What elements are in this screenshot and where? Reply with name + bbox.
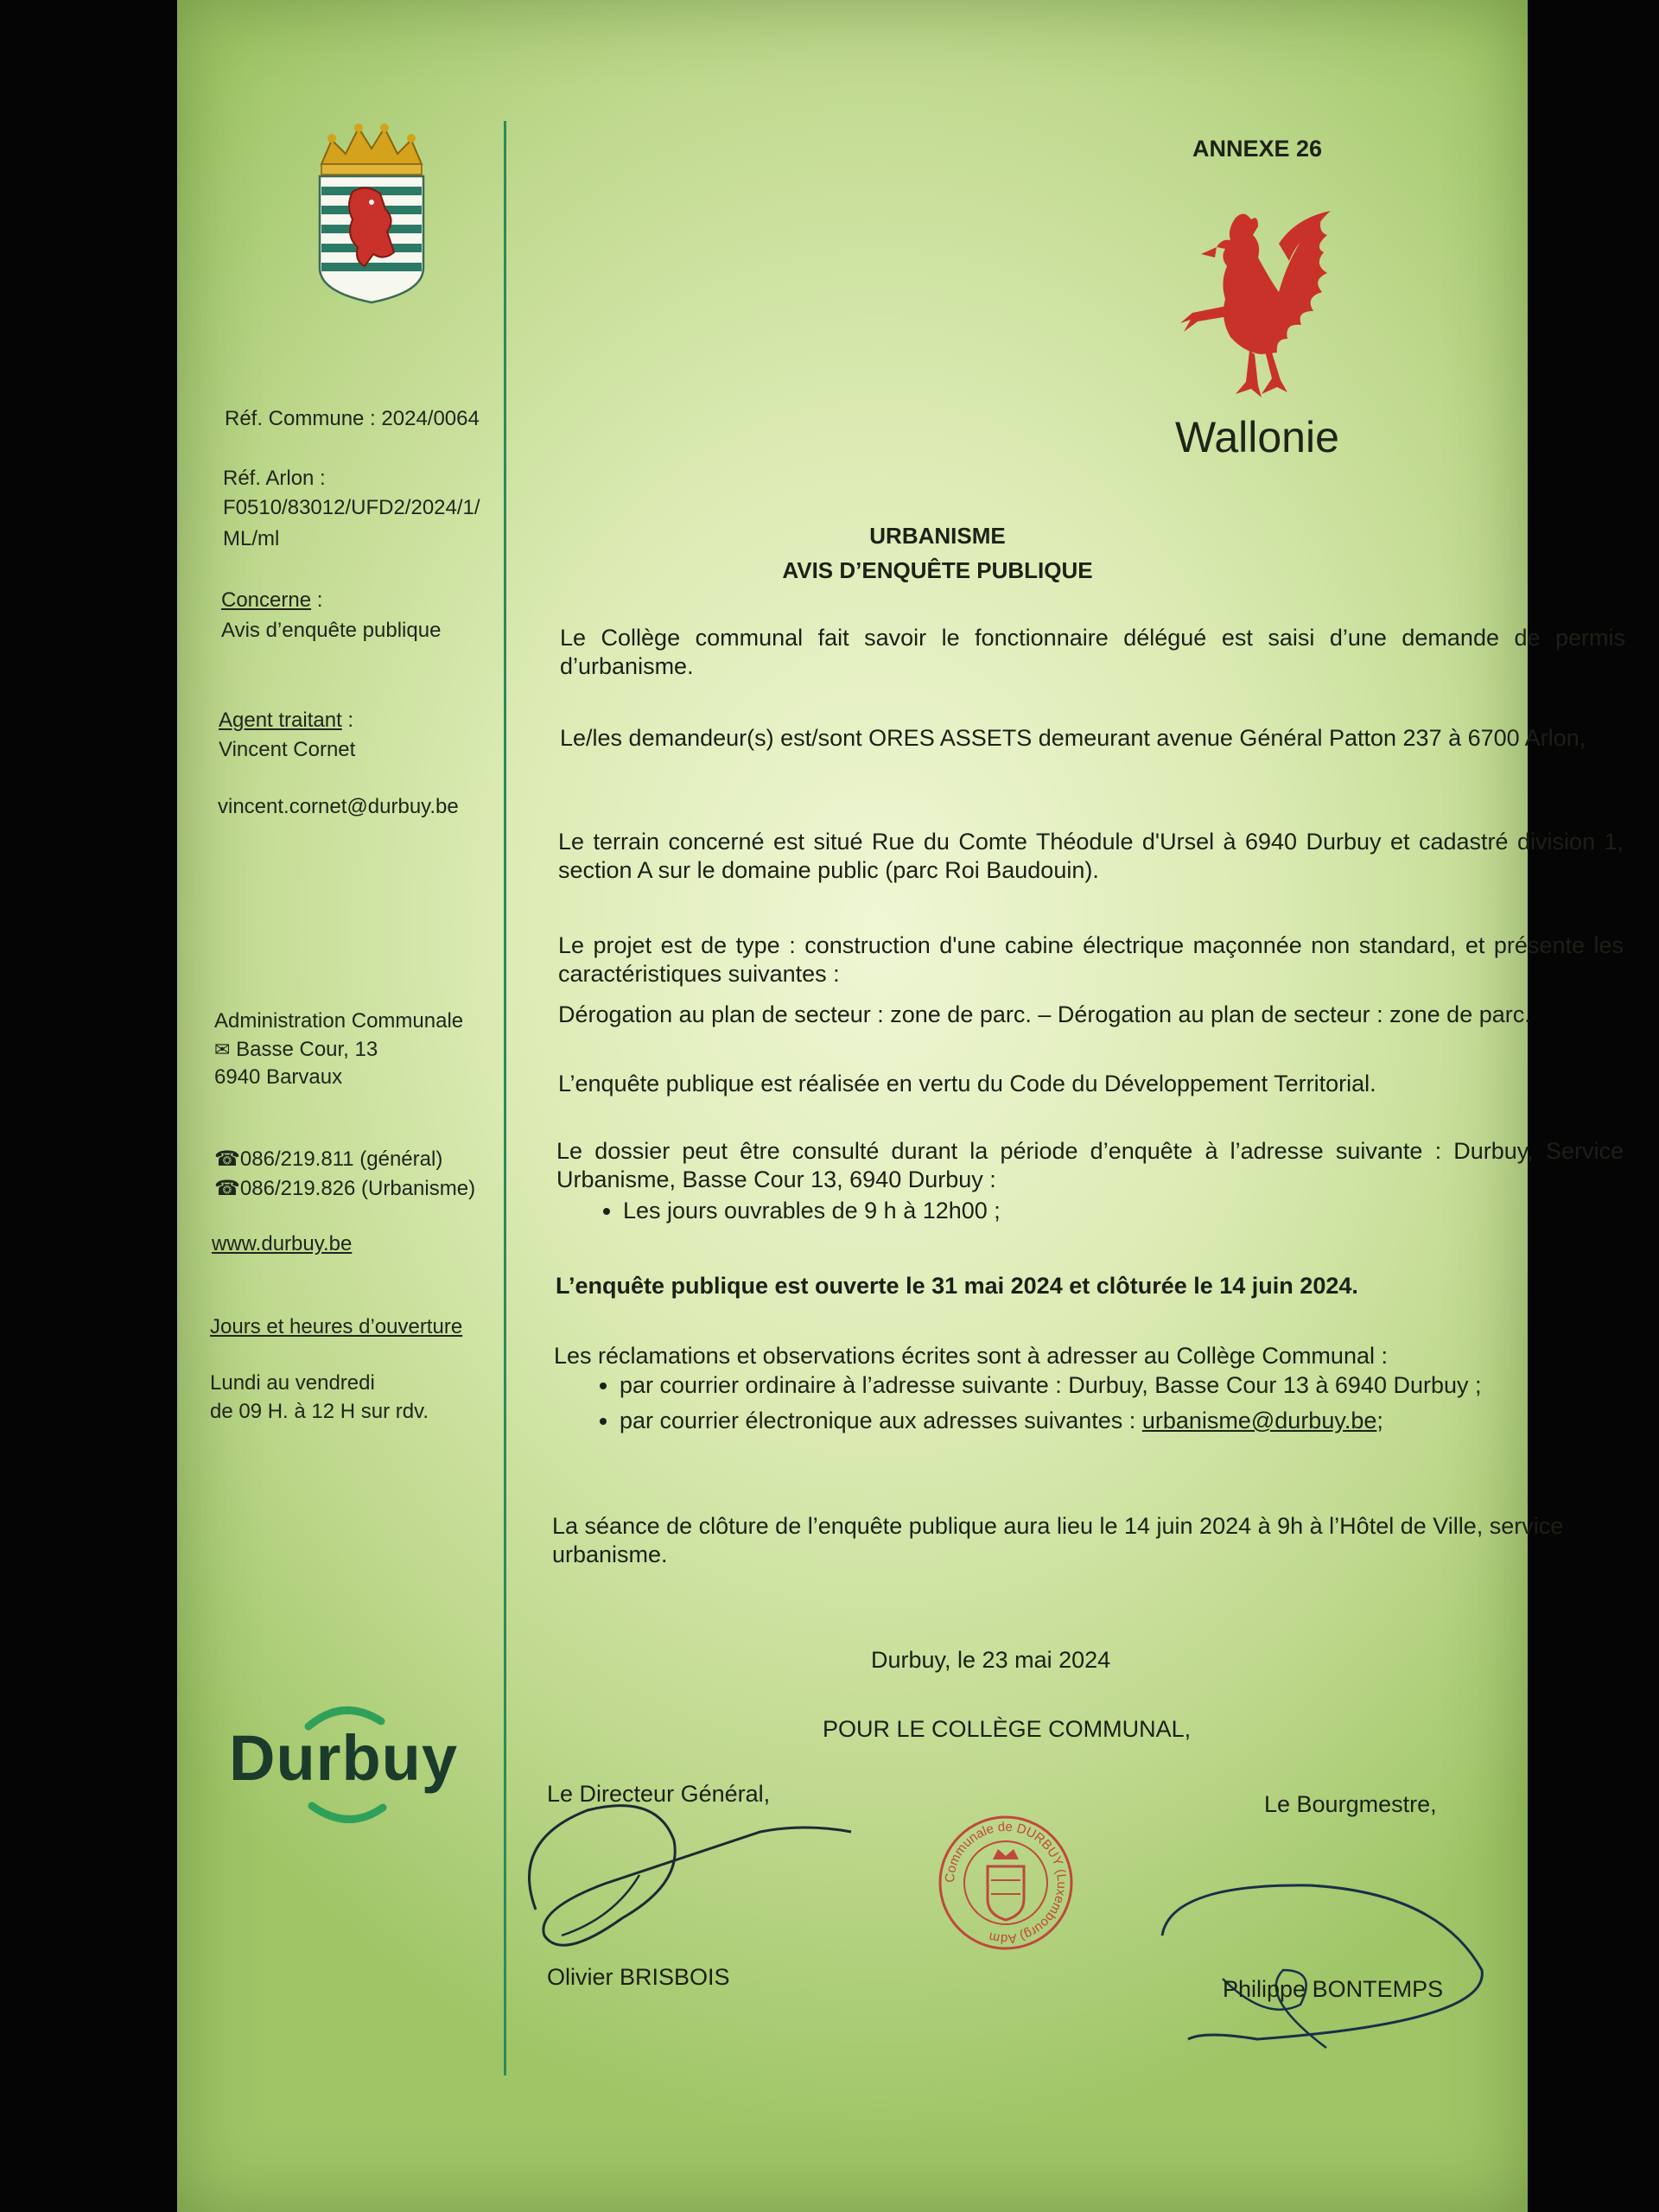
email-suffix: ; — [1376, 1408, 1383, 1433]
consultation-list — [543, 1197, 1659, 1225]
phone-urbanisme[interactable]: 086/219.826 (Urbanisme) — [239, 1177, 476, 1200]
envelope-icon: ✉ — [214, 1039, 231, 1060]
ref-arlon-label: Réf. Arlon : — [223, 467, 326, 490]
hours-days: Lundi au vendredi — [210, 1371, 375, 1395]
paragraph-4: Le projet est de type : construction d'une cabine électrique maçonnée non standard, et présente les caractéristiques suivantes : — [558, 932, 1624, 987]
agent-label: Agent traitant — [219, 709, 342, 732]
list-item: • Les jours ouvrables de 9 h à 12h00 ; — [623, 1197, 1659, 1225]
director-name: Olivier BRISBOIS — [547, 1964, 730, 1990]
website-link[interactable]: www.durbuy.be — [212, 1232, 353, 1255]
agent-colon: : — [341, 709, 354, 732]
title-urbanisme: URBANISME — [869, 523, 1006, 549]
paragraph-9: Les réclamations et observations écrites sont à adresser au Collège Communal : — [554, 1343, 1388, 1369]
municipal-seal-icon — [936, 1813, 1076, 1953]
hours-title: Jours et heures d’ouverture — [210, 1315, 463, 1338]
ref-commune: Réf. Commune : 2024/0064 — [225, 407, 480, 430]
date-line: Durbuy, le 23 mai 2024 — [871, 1647, 1111, 1673]
agent-heading — [219, 706, 353, 735]
phone-icon: ☎ — [214, 1147, 240, 1171]
agent-email-link[interactable]: vincent.cornet@durbuy.be — [218, 795, 459, 818]
paragraph-7: Le dossier peut être consulté durant la période d’enquête à l’adresse suivante : Durbuy, Service Urbanisme, Basse Cour 13, 6940 Durbuy : — [556, 1138, 1624, 1192]
concerne-colon: : — [311, 588, 323, 612]
agent-name: Vincent Cornet — [219, 738, 356, 761]
mayor-title: Le Bourgmestre, — [1264, 1791, 1437, 1817]
college-line: POUR LE COLLÈGE COMMUNAL, — [823, 1716, 1192, 1742]
paragraph-10: La séance de clôture de l’enquête publique aura lieu le 14 juin 2024 à 9h à l’Hôtel de Ville, service urbanisme. — [552, 1513, 1564, 1567]
phone-general[interactable]: 086/219.811 (général) — [239, 1147, 443, 1171]
paragraph-1: Le Collège communal fait savoir le fonctionnaire délégué est saisi d’une demande de permis d’urbanisme. — [560, 625, 1625, 679]
rooster-icon — [1175, 209, 1348, 406]
vertical-divider — [504, 121, 506, 2075]
concerne-heading — [221, 586, 322, 615]
ref-arlon-value-2: ML/ml — [223, 527, 280, 550]
list-item — [620, 1407, 1659, 1435]
notice-title — [713, 518, 1162, 588]
seal-text: Communale de DURBUY (Luxembourg) Adm — [942, 1819, 1070, 1947]
admin-city: 6940 Barvaux — [214, 1065, 343, 1089]
claims-list — [540, 1371, 1659, 1435]
director-signature-icon — [510, 1789, 855, 1970]
title-avis: AVIS D’ENQUÊTE PUBLIQUE — [782, 557, 1093, 583]
director-title: Le Directeur Général, — [547, 1781, 771, 1807]
annex-label: ANNEXE 26 — [1192, 136, 1323, 162]
notice-sheet — [177, 0, 1625, 2212]
phone-icon: ☎ — [214, 1177, 240, 1200]
paragraph-3: Le terrain concerné est situé Rue du Comte Théodule d'Ursel à 6940 Durbuy et cadastré division 1, section A sur le domaine public (parc Roi Baudouin). — [558, 829, 1624, 883]
paragraph-6: L’enquête publique est réalisée en vertu du Code du Développement Territorial. — [558, 1071, 1376, 1096]
ref-arlon-value-1: F0510/83012/UFD2/2024/1/ — [223, 496, 480, 519]
concerne-label: Concerne — [221, 588, 312, 612]
phone-general-line — [214, 1145, 442, 1174]
mayor-signature-icon — [1154, 1875, 1499, 2056]
urbanisme-email-link[interactable]: urbanisme@durbuy.be — [1141, 1408, 1377, 1433]
paragraph-5: Dérogation au plan de secteur : zone de parc. – Dérogation au plan de secteur : zone de parc. — [558, 1001, 1531, 1027]
paragraph-2: Le/les demandeur(s) est/sont ORES ASSETS demeurant avenue Général Patton 237 à 6700 Arlon, — [560, 725, 1586, 751]
list-item: • par courrier ordinaire à l’adresse suivante : Durbuy, Basse Cour 13 à 6940 Durbuy ; — [620, 1371, 1659, 1400]
phone-urbanisme-line — [214, 1174, 475, 1204]
admin-address: Basse Cour, 13 — [236, 1038, 378, 1061]
paragraph-8: L’enquête publique est ouverte le 31 mai 2024 et clôturée le 14 juin 2024. — [556, 1273, 1358, 1299]
hours-time: de 09 H. à 12 H sur rdv. — [210, 1400, 429, 1423]
admin-address-line — [214, 1035, 378, 1065]
region-name: Wallonie — [1175, 413, 1339, 461]
coat-of-arms-icon — [311, 123, 432, 306]
concerne-value: Avis d’enquête publique — [221, 619, 442, 642]
admin-title: Administration Communale — [214, 1009, 464, 1033]
email-prefix: par courrier électronique aux adresses suivantes : — [620, 1408, 1142, 1433]
mayor-name: Philippe BONTEMPS — [1223, 1976, 1444, 2002]
durbuy-logo-text: Durbuy — [229, 1722, 458, 1794]
durbuy-logo — [229, 1702, 462, 1823]
